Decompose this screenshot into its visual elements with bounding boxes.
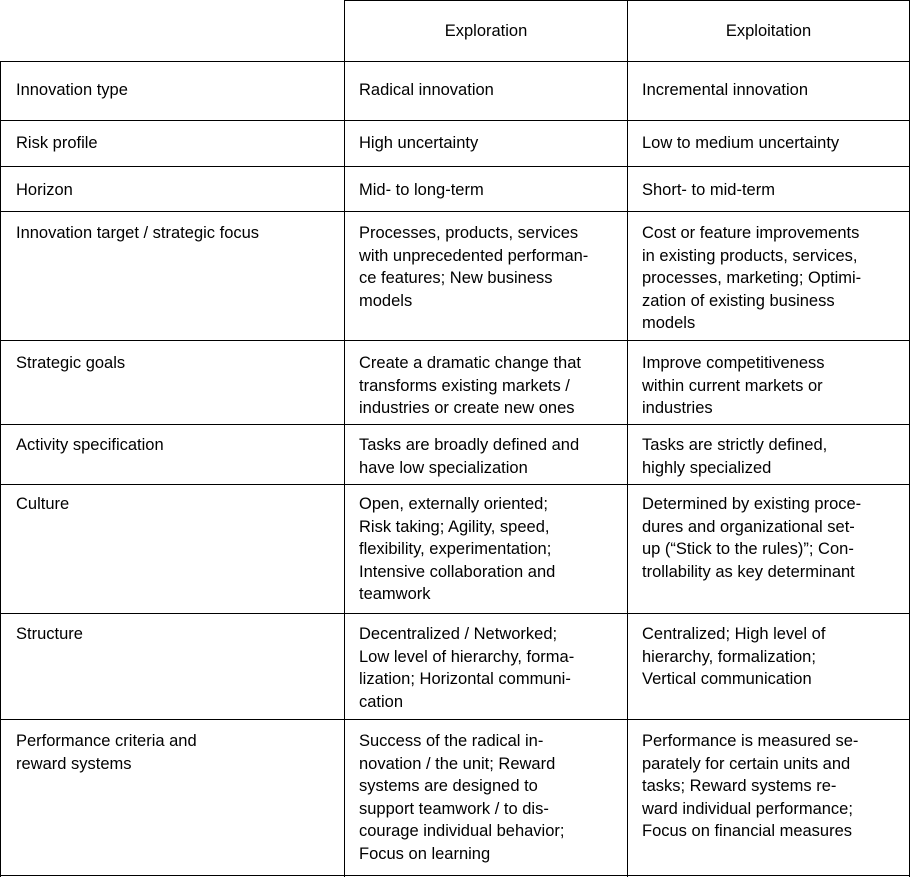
exploitation-performance-criteria: Performance is measured se- parately for certain units and tasks; Reward systems re- ward individual performance; Focus on financial measures bbox=[642, 732, 859, 841]
row-divider bbox=[0, 340, 910, 341]
column-divider-1 bbox=[344, 61, 345, 877]
exploration-innovation-target: Processes, products, services with unprecedented performan- ce features; New business models bbox=[359, 224, 589, 310]
row-divider bbox=[0, 61, 910, 62]
exploitation-innovation-type: Incremental innovation bbox=[642, 81, 809, 99]
row-label-strategic-goals: Strategic goals bbox=[16, 354, 126, 372]
header-exploration: Exploration bbox=[444, 22, 528, 40]
row-label-innovation-type: Innovation type bbox=[16, 81, 128, 99]
exploration-risk-profile: High uncertainty bbox=[359, 134, 479, 152]
exploration-culture: Open, externally oriented; Risk taking; Agility, speed, flexibility, experimentation; Intensive collaboration and teamwork bbox=[359, 495, 556, 604]
row-divider bbox=[0, 424, 910, 425]
row-label-innovation-target: Innovation target / strategic focus bbox=[16, 224, 260, 242]
exploration-strategic-goals: Create a dramatic change that transforms existing markets / industries or create new ones bbox=[359, 354, 581, 418]
exploitation-risk-profile: Low to medium uncertainty bbox=[642, 134, 840, 152]
exploration-performance-criteria: Success of the radical in- novation / the unit; Reward systems are designed to support teamwork / to dis- courage individual behavior; Focus on learning bbox=[359, 732, 565, 863]
exploitation-culture: Determined by existing proce- dures and organizational set- up (“Stick to the rules)”; Con- trollability as key determinant bbox=[642, 495, 862, 581]
row-divider bbox=[0, 613, 910, 614]
exploration-horizon: Mid- to long-term bbox=[359, 181, 484, 199]
column-divider-2 bbox=[627, 0, 628, 877]
row-divider bbox=[0, 166, 910, 167]
table-border-right bbox=[909, 0, 910, 877]
row-label-culture: Culture bbox=[16, 495, 70, 513]
row-label-activity-specification: Activity specification bbox=[16, 436, 164, 454]
row-divider bbox=[0, 211, 910, 212]
header-exploitation: Exploitation bbox=[725, 22, 812, 40]
exploitation-horizon: Short- to mid-term bbox=[642, 181, 775, 199]
exploitation-structure: Centralized; High level of hierarchy, formalization; Vertical communication bbox=[642, 625, 826, 689]
row-divider bbox=[0, 719, 910, 720]
row-label-performance-criteria: Performance criteria and reward systems bbox=[16, 732, 197, 773]
exploitation-strategic-goals: Improve competitiveness within current markets or industries bbox=[642, 354, 825, 418]
exploration-activity-specification: Tasks are broadly defined and have low specialization bbox=[359, 436, 580, 477]
exploration-innovation-type: Radical innovation bbox=[359, 81, 494, 99]
row-divider bbox=[0, 120, 910, 121]
row-label-horizon: Horizon bbox=[16, 181, 73, 199]
row-label-structure: Structure bbox=[16, 625, 83, 643]
row-label-risk-profile: Risk profile bbox=[16, 134, 98, 152]
header-top-border bbox=[344, 0, 910, 1]
row-divider bbox=[0, 484, 910, 485]
exploitation-activity-specification: Tasks are strictly defined, highly specialized bbox=[642, 436, 828, 477]
table-border-left bbox=[0, 61, 1, 877]
table-bottom-border bbox=[0, 875, 910, 876]
exploration-structure: Decentralized / Networked; Low level of hierarchy, forma- lization; Horizontal communi- cation bbox=[359, 625, 575, 711]
exploitation-innovation-target: Cost or feature improvements in existing products, services, processes, marketing; Optimi- zation of existing business models bbox=[642, 224, 862, 333]
